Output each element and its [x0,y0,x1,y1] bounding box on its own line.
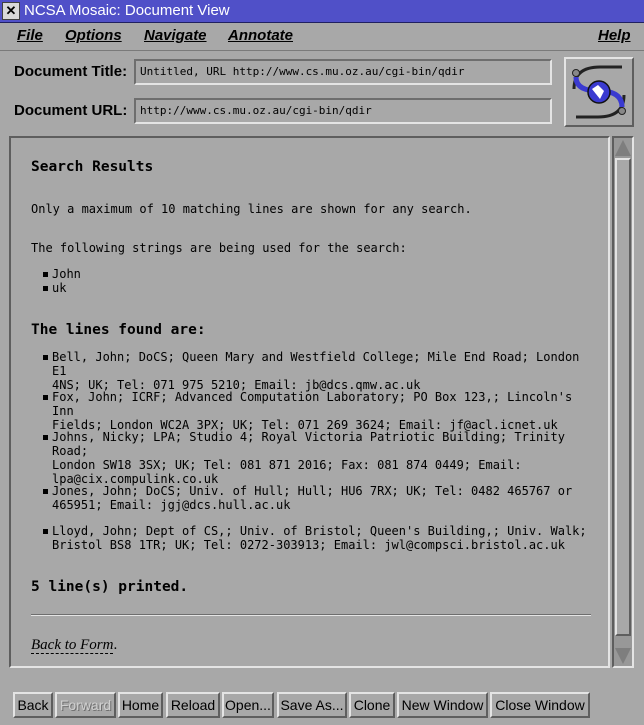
result-line: Bristol BS8 1TR; UK; Tel: 0272-303913; Email: jwl@compsci.bristol.ac.uk [52,538,565,552]
scrollbar-thumb[interactable] [615,158,631,636]
scroll-down-arrow-icon[interactable] [615,648,631,664]
result-list [31,524,587,552]
menu-navigate[interactable]: Navigate [144,27,207,44]
search-results-heading: Search Results [31,159,154,175]
mosaic-globe-icon [566,59,632,125]
result-line: Bell, John; DoCS; Queen Mary and Westfield College; Mile End Road; London E1 [52,350,580,378]
result-line: 465951; Email: jgj@dcs.hull.ac.uk [52,498,291,512]
forward-button: Forward [55,692,116,718]
list-item: John [31,267,81,281]
result-line: Fox, John; ICRF; Advanced Computation Laboratory; PO Box 123,; Lincoln's Inn [52,390,573,418]
document-view[interactable] [9,136,610,668]
result-item [31,390,601,432]
result-line: lpa@cix.compulink.co.uk [52,472,219,486]
window-titlebar[interactable] [0,0,644,23]
window-title: NCSA Mosaic: Document View [24,2,230,19]
result-item [31,524,587,552]
vertical-scrollbar[interactable] [612,136,634,668]
document-url-field[interactable]: http://www.cs.mu.oz.au/cgi-bin/qdir [134,98,552,124]
result-list [31,430,601,486]
document-title-label: Document Title: [14,63,128,80]
save-as-button[interactable]: Save As... [277,692,347,718]
search-strings-list [31,267,81,295]
lines-found-heading: The lines found are: [31,322,206,338]
menu-annotate[interactable]: Annotate [228,27,293,44]
clone-button[interactable]: Clone [349,692,395,718]
scroll-up-arrow-icon[interactable] [615,140,631,156]
result-line: Johns, Nicky; LPA; Studio 4; Royal Victoria Patriotic Building; Trinity Road; [52,430,565,458]
result-list [31,390,601,432]
lines-printed-summary: 5 line(s) printed. [31,579,189,595]
intro-text: Only a maximum of 10 matching lines are shown for any search. [31,202,472,216]
result-item [31,484,572,512]
list-item: uk [31,281,81,295]
open-button[interactable]: Open... [222,692,274,718]
menu-help[interactable]: Help [598,27,631,44]
back-to-form-row [31,635,117,654]
back-to-form-link[interactable]: Back to Form [31,637,114,653]
back-button[interactable]: Back [13,692,53,718]
document-title-field[interactable]: Untitled, URL http://www.cs.mu.oz.au/cgi-bin/qdir [134,59,552,85]
strings-intro-text: The following strings are being used for the search: [31,241,407,255]
result-list [31,484,572,512]
result-item [31,350,601,392]
home-button[interactable]: Home [118,692,163,718]
reload-button[interactable]: Reload [166,692,220,718]
result-item [31,430,601,486]
result-line: 4NS; UK; Tel: 071 975 5210; Email: jb@dcs.qmw.ac.uk [52,378,421,392]
result-line: Jones, John; DoCS; Univ. of Hull; Hull; HU6 7RX; UK; Tel: 0482 465767 or [52,484,573,498]
document-url-label: Document URL: [14,102,128,119]
menu-file[interactable]: File [17,27,43,44]
result-line: Fields; London WC2A 3PX; UK; Tel: 071 269 3624; Email: jf@acl.icnet.uk [52,418,558,432]
close-window-button[interactable]: Close Window [490,692,590,718]
result-list [31,350,601,392]
new-window-button[interactable]: New Window [397,692,488,718]
close-window-icon[interactable]: ✕ [2,2,20,20]
mosaic-logo[interactable] [564,57,634,127]
menu-bar [0,23,644,51]
menu-options[interactable]: Options [65,27,122,44]
result-line: London SW18 3SX; UK; Tel: 081 871 2016; Fax: 081 874 0449; Email: [52,458,522,472]
divider [31,614,591,616]
result-line: Lloyd, John; Dept of CS,; Univ. of Bristol; Queen's Building,; Univ. Walk; [52,524,587,538]
back-link-suffix: . [113,637,118,653]
